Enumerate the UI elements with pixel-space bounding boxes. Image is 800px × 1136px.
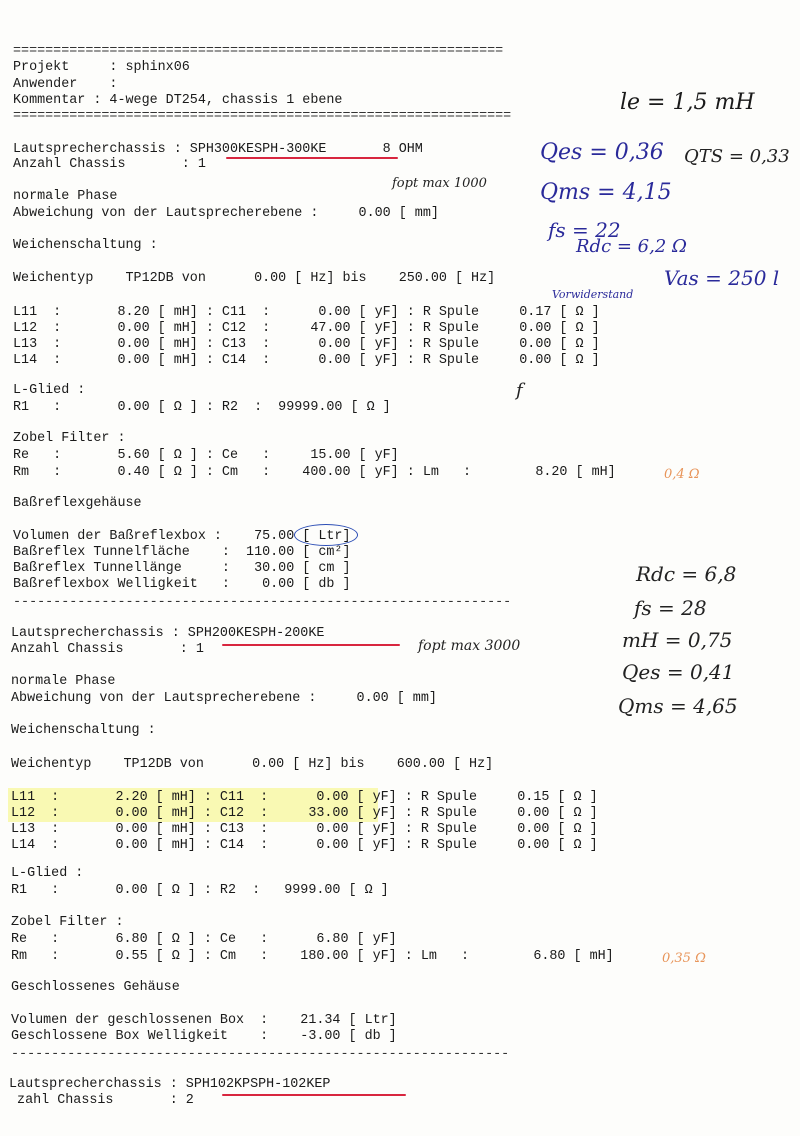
hw-mh2: mH = 0,75 bbox=[622, 628, 733, 652]
s2-vol-line: Volumen der geschlossenen Box : 21.34 [ Ltr] bbox=[11, 1013, 397, 1028]
header-rule-bottom: ============================================================== bbox=[13, 109, 512, 124]
s2-l13-line: L13 : 0.00 [ mH] : C13 : 0.00 [ yF] : R Spule 0.00 [ Ω ] bbox=[11, 822, 598, 837]
projekt-line: Projekt : sphinx06 bbox=[13, 60, 190, 75]
s1-anzahl-line: Anzahl Chassis : 1 bbox=[13, 157, 206, 172]
s1-l14-line: L14 : 0.00 [ mH] : C14 : 0.00 [ yF] : R Spule 0.00 [ Ω ] bbox=[13, 353, 600, 368]
s1-rule: -------------------------------------------------------------- bbox=[13, 595, 512, 610]
s2-weichentyp-line: Weichentyp TP12DB von 0.00 [ Hz] bis 600.00 [ Hz] bbox=[11, 757, 494, 772]
s1-l11-line: L11 : 8.20 [ mH] : C11 : 0.00 [ yF] : R Spule 0.17 [ Ω ] bbox=[13, 305, 600, 320]
s1-phase-line: normale Phase bbox=[13, 189, 118, 204]
hw-lm-note1: 0,4 Ω bbox=[664, 467, 700, 482]
s2-rule: -------------------------------------------------------------- bbox=[11, 1047, 510, 1062]
hw-qms2: Qms = 4,65 bbox=[618, 694, 738, 718]
hw-vas: Vas = 250 l bbox=[664, 266, 780, 290]
s1-chassis-line: Lautsprecherchassis : SPH300KESPH-300KE 8 OHM bbox=[13, 142, 423, 157]
s1-l12-line: L12 : 0.00 [ mH] : C12 : 47.00 [ yF] : R Spule 0.00 [ Ω ] bbox=[13, 321, 600, 336]
s2-box-line: Geschlossenes Gehäuse bbox=[11, 980, 180, 995]
s2-lglied-line: L-Glied : bbox=[11, 866, 84, 881]
s2-r1-line: R1 : 0.00 [ Ω ] : R2 : 9999.00 [ Ω ] bbox=[11, 883, 389, 898]
s2-rm-line: Rm : 0.55 [ Ω ] : Cm : 180.00 [ yF] : Lm : 6.80 [ mH] bbox=[11, 949, 614, 964]
hw-qts: QTS = 0,33 bbox=[684, 146, 790, 167]
s1-l13-line: L13 : 0.00 [ mH] : C13 : 0.00 [ yF] : R Spule 0.00 [ Ω ] bbox=[13, 337, 600, 352]
s2-re-line: Re : 6.80 [ Ω ] : Ce : 6.80 [ yF] bbox=[11, 932, 397, 947]
s3-anzahl-line: zahl Chassis : 2 bbox=[9, 1093, 194, 1108]
s2-anzahl-line: Anzahl Chassis : 1 bbox=[11, 642, 204, 657]
hw-qes2: Qes = 0,41 bbox=[622, 660, 735, 684]
s2-chassis-underline bbox=[222, 644, 400, 646]
s2-zobel-line: Zobel Filter : bbox=[11, 915, 124, 930]
s2-phase-line: normale Phase bbox=[11, 674, 116, 689]
s1-weichentyp-line: Weichentyp TP12DB von 0.00 [ Hz] bis 250.00 [ Hz] bbox=[13, 271, 496, 286]
s2-chassis-line: Lautsprecherchassis : SPH200KESPH-200KE bbox=[11, 626, 325, 641]
s1-lglied-line: L-Glied : bbox=[13, 383, 86, 398]
s1-welligkeit-line: Baßreflexbox Welligkeit : 0.00 [ db ] bbox=[13, 577, 351, 592]
s1-chassis-underline bbox=[226, 157, 398, 159]
hw-qes: Qes = 0,36 bbox=[540, 140, 664, 165]
s3-chassis-underline bbox=[222, 1094, 406, 1096]
anwender-line: Anwender : bbox=[13, 77, 118, 92]
hw-lm-note2: 0,35 Ω bbox=[662, 951, 706, 966]
hw-fopt2: fopt max 3000 bbox=[418, 638, 521, 654]
s1-box-line: Baßreflexgehäuse bbox=[13, 496, 142, 511]
kommentar-line: Kommentar : 4-wege DT254, chassis 1 ebene bbox=[13, 93, 343, 108]
hw-vorwiderstand: Vorwiderstand bbox=[552, 288, 634, 301]
s2-l11-line: L11 : 2.20 [ mH] : C11 : 0.00 [ yF] : R Spule 0.15 [ Ω ] bbox=[11, 790, 598, 805]
hw-le: le = 1,5 mH bbox=[620, 90, 755, 115]
s1-re-line: Re : 5.60 [ Ω ] : Ce : 15.00 [ yF] bbox=[13, 448, 399, 463]
s1-abweichung-line: Abweichung von der Lautsprecherebene : 0.00 [ mm] bbox=[13, 206, 439, 221]
s1-tunnel-f-line: Baßreflex Tunnelfläche : 110.00 [ cm²] bbox=[13, 545, 351, 560]
hw-rdc: Rdc = 6,2 Ω bbox=[576, 236, 687, 257]
s1-weichen-line: Weichenschaltung : bbox=[13, 238, 158, 253]
s1-vol-line: Volumen der Baßreflexbox : 75.00 [ Ltr] bbox=[13, 529, 351, 544]
hw-f-mark: f bbox=[516, 380, 523, 401]
s1-rm-line: Rm : 0.40 [ Ω ] : Cm : 400.00 [ yF] : Lm : 8.20 [ mH] bbox=[13, 465, 616, 480]
hw-qms: Qms = 4,15 bbox=[540, 180, 672, 205]
s1-tunnel-l-line: Baßreflex Tunnellänge : 30.00 [ cm ] bbox=[13, 561, 351, 576]
s1-r1-line: R1 : 0.00 [ Ω ] : R2 : 99999.00 [ Ω ] bbox=[13, 400, 391, 415]
hw-fs: fs = 22 bbox=[548, 218, 621, 242]
s2-l12-line: L12 : 0.00 [ mH] : C12 : 33.00 [ yF] : R Spule 0.00 [ Ω ] bbox=[11, 806, 598, 821]
s2-weichen-line: Weichenschaltung : bbox=[11, 723, 156, 738]
s2-l14-line: L14 : 0.00 [ mH] : C14 : 0.00 [ yF] : R Spule 0.00 [ Ω ] bbox=[11, 838, 598, 853]
header-rule-top: ============================================================= bbox=[13, 44, 504, 59]
s2-welligkeit-line: Geschlossene Box Welligkeit : -3.00 [ db ] bbox=[11, 1029, 397, 1044]
hw-rdc2: Rdc = 6,8 bbox=[636, 562, 737, 586]
hw-fopt1: fopt max 1000 bbox=[392, 176, 487, 191]
s1-zobel-line: Zobel Filter : bbox=[13, 431, 126, 446]
s3-chassis-line: Lautsprecherchassis : SPH102KPSPH-102KEP bbox=[9, 1077, 331, 1092]
hw-fs2: fs = 28 bbox=[634, 596, 707, 620]
s2-abweichung-line: Abweichung von der Lautsprecherebene : 0.00 [ mm] bbox=[11, 691, 437, 706]
